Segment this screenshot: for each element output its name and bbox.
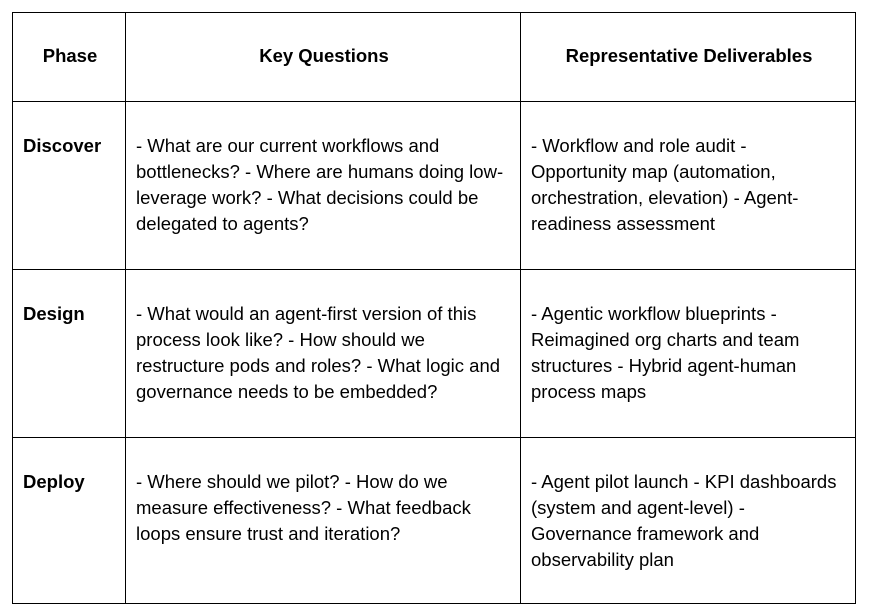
header-deliverables: Representative Deliverables bbox=[521, 13, 856, 102]
table-row bbox=[13, 102, 856, 270]
header-key-questions: Key Questions bbox=[126, 13, 521, 102]
questions-cell: - Where should we pilot? - How do we measure effectiveness? - What feedback loops ensure trust and iteration? bbox=[126, 438, 521, 604]
questions-cell: - What are our current workflows and bottlenecks? - Where are humans doing low-leverage work? - What decisions could be delegated to agents? bbox=[126, 102, 521, 270]
phases-table bbox=[12, 12, 856, 604]
table-row bbox=[13, 438, 856, 604]
questions-cell: - What would an agent-first version of this process look like? - How should we restructure pods and roles? - What logic and governance needs to be embedded? bbox=[126, 270, 521, 438]
phase-cell: Deploy bbox=[13, 438, 126, 604]
deliverables-cell: - Agentic workflow blueprints - Reimagined org charts and team structures - Hybrid agent-human process maps bbox=[521, 270, 856, 438]
table-row bbox=[13, 270, 856, 438]
deliverables-cell: - Workflow and role audit - Opportunity map (automation, orchestration, elevation) - Agent-readiness assessment bbox=[521, 102, 856, 270]
phase-cell: Discover bbox=[13, 102, 126, 270]
table-header-row bbox=[13, 13, 856, 102]
header-phase: Phase bbox=[13, 13, 126, 102]
phase-cell: Design bbox=[13, 270, 126, 438]
deliverables-cell: - Agent pilot launch - KPI dashboards (system and agent-level) - Governance framework and observability plan bbox=[521, 438, 856, 604]
